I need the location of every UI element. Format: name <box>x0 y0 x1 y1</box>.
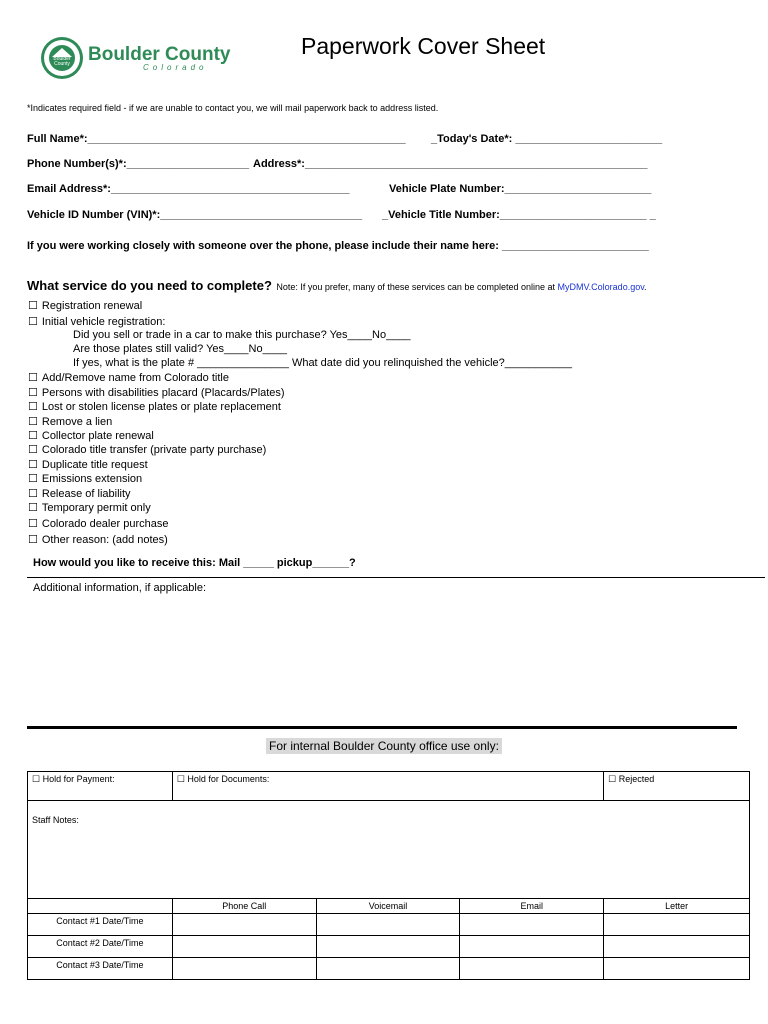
option-title-transfer[interactable]: ☐ Colorado title transfer (private party purchase) <box>28 443 267 456</box>
hold-payment-cell[interactable]: ☐ Hold for Payment: <box>28 772 173 801</box>
mydmv-link[interactable]: MyDMV.Colorado.gov <box>557 282 645 292</box>
checkbox-icon[interactable]: ☐ <box>28 400 38 413</box>
title-number-field[interactable]: _Vehicle Title Number:________________________ _ <box>382 209 656 221</box>
sub-question-plates-valid[interactable]: Are those plates still valid? Yes____No____ <box>73 343 288 355</box>
address-field[interactable]: Address*:________________________________________________________ <box>253 158 648 170</box>
contact-cell[interactable] <box>172 936 316 958</box>
internal-use-banner: For internal Boulder County office use only: <box>266 738 502 754</box>
checkbox-icon[interactable]: ☐ <box>28 533 38 546</box>
checkbox-icon[interactable]: ☐ <box>28 487 38 500</box>
logo-name: Boulder County <box>88 44 231 65</box>
contact-cell[interactable] <box>460 958 604 980</box>
todays-date-field[interactable]: _Today's Date*: ________________________ <box>431 133 663 145</box>
internal-use-table <box>27 771 750 980</box>
contact-cell[interactable] <box>604 958 750 980</box>
option-emissions-extension[interactable]: ☐ Emissions extension <box>28 472 143 485</box>
thick-divider <box>27 726 737 729</box>
email-field[interactable]: Email Address*:_______________________________________ <box>27 183 350 195</box>
logo-badge-icon: Boulder County <box>41 37 83 79</box>
checkbox-icon[interactable]: ☐ <box>28 517 38 530</box>
option-release-liability[interactable]: ☐ Release of liability <box>28 487 131 500</box>
contact-cell[interactable] <box>316 936 460 958</box>
column-header-phone-call: Phone Call <box>172 899 316 914</box>
divider <box>27 577 765 578</box>
checkbox-icon[interactable]: ☐ <box>28 415 38 428</box>
contact-cell[interactable] <box>460 936 604 958</box>
option-other-reason[interactable]: ☐ Other reason: (add notes) <box>28 533 168 546</box>
table-row <box>28 936 750 958</box>
checkbox-icon[interactable]: ☐ <box>28 443 38 456</box>
page-title: Paperwork Cover Sheet <box>301 33 546 59</box>
checkbox-icon[interactable]: ☐ <box>28 429 38 442</box>
checkbox-icon[interactable]: ☐ <box>28 299 38 312</box>
checkbox-icon[interactable]: ☐ <box>28 386 38 399</box>
checkbox-icon[interactable]: ☐ <box>28 371 38 384</box>
contact-1-label: Contact #1 Date/Time <box>28 914 173 936</box>
sub-question-trade[interactable]: Did you sell or trade in a car to make this purchase? Yes____No____ <box>73 329 411 341</box>
checkbox-icon[interactable]: ☐ <box>28 315 38 328</box>
hold-documents-cell[interactable]: ☐ Hold for Documents: <box>172 772 603 801</box>
option-remove-lien[interactable]: ☐ Remove a lien <box>28 415 113 428</box>
option-registration-renewal[interactable]: ☐ Registration renewal <box>28 299 143 312</box>
contact-cell[interactable] <box>316 914 460 936</box>
contact-cell[interactable] <box>604 914 750 936</box>
checkbox-icon[interactable]: ☐ <box>28 458 38 471</box>
table-row <box>28 914 750 936</box>
contact-3-label: Contact #3 Date/Time <box>28 958 173 980</box>
service-note: Note: If you prefer, many of these services can be completed online at <box>276 282 558 292</box>
option-add-remove-name[interactable]: ☐ Add/Remove name from Colorado title <box>28 371 229 384</box>
full-name-field[interactable]: Full Name*:____________________________________________________ <box>27 133 406 145</box>
table-row <box>28 958 750 980</box>
contact-2-label: Contact #2 Date/Time <box>28 936 173 958</box>
checkbox-icon[interactable]: ☐ <box>28 501 38 514</box>
contact-cell[interactable] <box>172 958 316 980</box>
contact-cell[interactable] <box>316 958 460 980</box>
phone-contact-field[interactable]: If you were working closely with someone over the phone, please include their name here: ________________________ <box>27 240 649 252</box>
service-heading-line: What service do you need to complete? Note: If you prefer, many of these services can be completed online at MyDMV.Colorado.gov. <box>27 278 647 293</box>
contact-cell[interactable] <box>460 914 604 936</box>
checkbox-icon[interactable]: ☐ <box>28 472 38 485</box>
option-collector-plate[interactable]: ☐ Collector plate renewal <box>28 429 154 442</box>
option-dealer-purchase[interactable]: ☐ Colorado dealer purchase <box>28 517 169 530</box>
option-lost-plates[interactable]: ☐ Lost or stolen license plates or plate replacement <box>28 400 281 413</box>
column-header-email: Email <box>460 899 604 914</box>
vin-field[interactable]: Vehicle ID Number (VIN)*:_________________________________ <box>27 209 363 221</box>
sub-question-plate-number[interactable]: If yes, what is the plate # _______________ What date did you relinquished the vehicle?___________ <box>73 357 573 369</box>
phone-field[interactable]: Phone Number(s)*:____________________ <box>27 158 249 170</box>
additional-info-label: Additional information, if applicable: <box>33 582 207 594</box>
option-duplicate-title[interactable]: ☐ Duplicate title request <box>28 458 148 471</box>
option-initial-registration[interactable]: ☐ Initial vehicle registration: <box>28 315 166 328</box>
table-corner <box>28 899 173 914</box>
required-note: *Indicates required field - if we are unable to contact you, we will mail paperwork back to address listed. <box>27 103 439 113</box>
column-header-letter: Letter <box>604 899 750 914</box>
contact-cell[interactable] <box>604 936 750 958</box>
option-temporary-permit[interactable]: ☐ Temporary permit only <box>28 501 151 514</box>
service-heading: What service do you need to complete? <box>27 278 272 293</box>
rejected-cell[interactable]: ☐ Rejected <box>604 772 750 801</box>
option-disabilities-placard[interactable]: ☐ Persons with disabilities placard (Placards/Plates) <box>28 386 285 399</box>
plate-number-field[interactable]: Vehicle Plate Number:________________________ <box>389 183 652 195</box>
receive-method-field[interactable]: How would you like to receive this: Mail _____ pickup______? <box>33 557 356 569</box>
logo-subtitle: Colorado <box>143 63 208 72</box>
staff-notes-cell[interactable]: Staff Notes: <box>28 801 750 899</box>
contact-cell[interactable] <box>172 914 316 936</box>
column-header-voicemail: Voicemail <box>316 899 460 914</box>
